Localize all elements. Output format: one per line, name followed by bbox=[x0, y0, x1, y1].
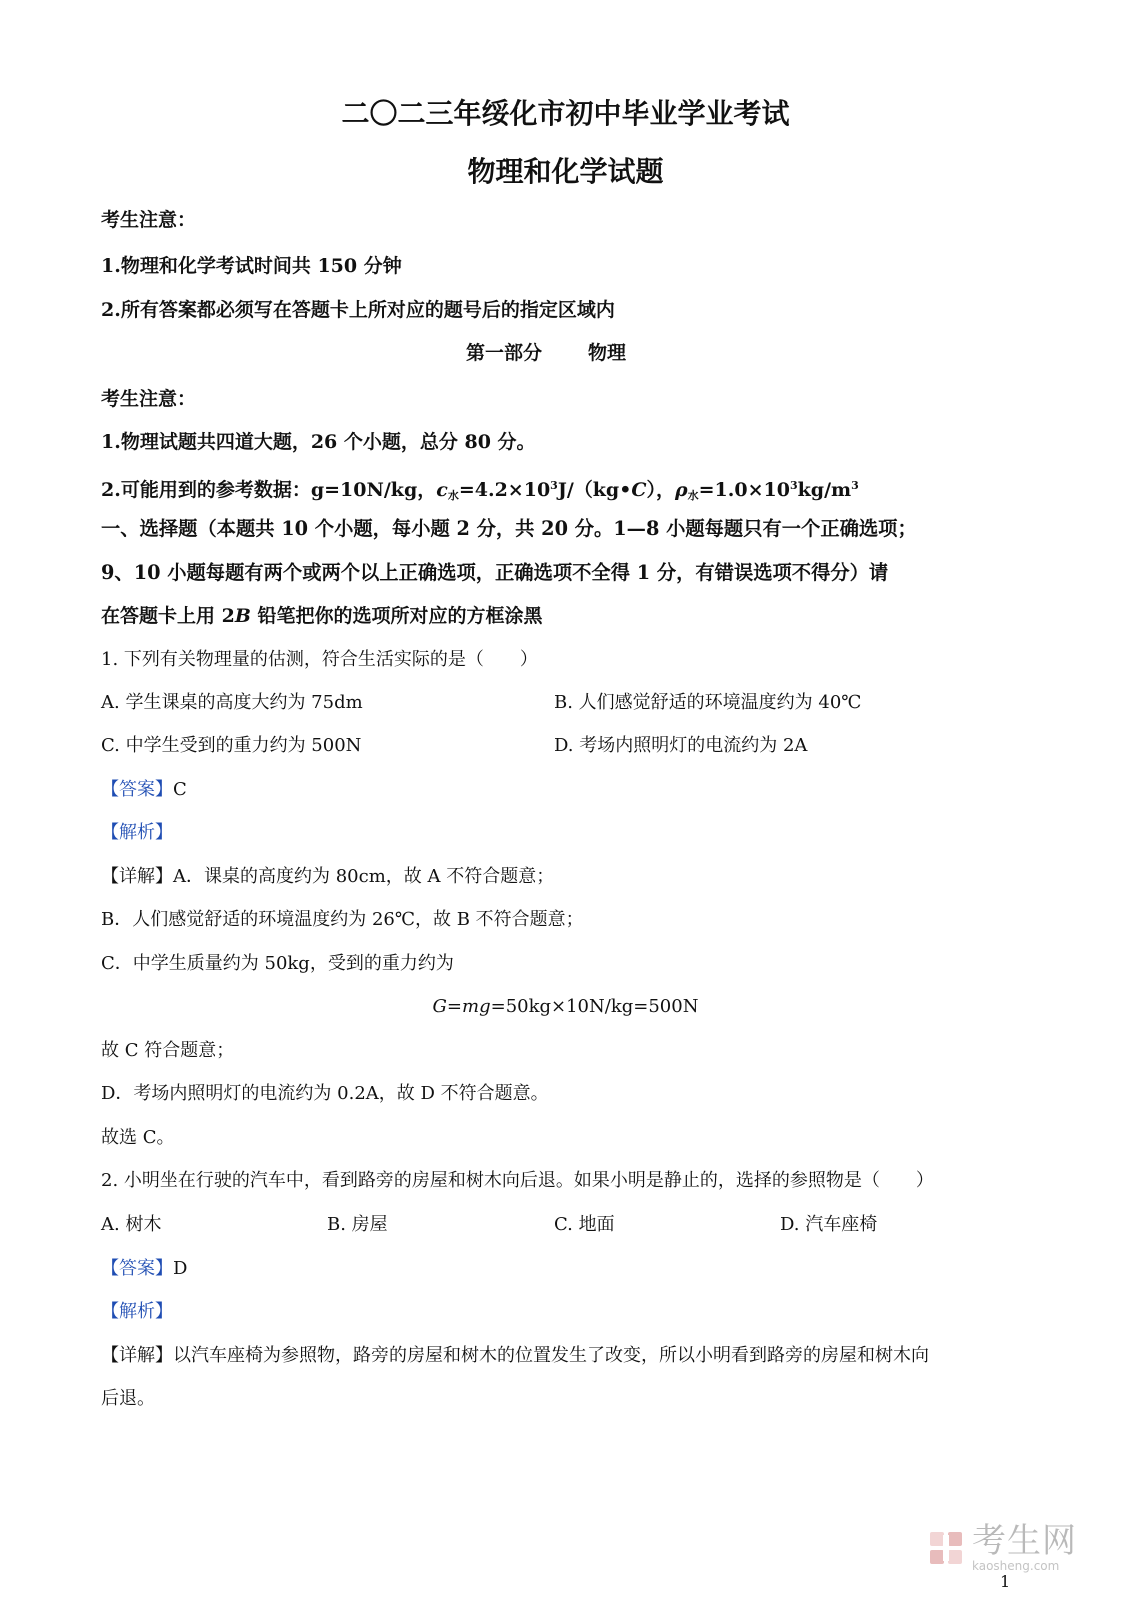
question-1-detail-b: B．人们感觉舒适的环境温度约为 26℃，故 B 不符合题意； bbox=[101, 909, 584, 930]
notice-item-2: 2.所有答案都必须写在答题卡上所对应的题号后的指定区域内 bbox=[101, 299, 615, 321]
question-1-option-a: A. 学生课桌的高度大约为 75dm bbox=[101, 692, 363, 713]
question-2-stem: 2. 小明坐在行驶的汽车中，看到路旁的房屋和树木向后退。如果小明是静止的，选择的参照物是（ ） bbox=[101, 1170, 934, 1191]
reference-data: 2.可能用到的参考数据：g=10N/kg，$c_水=4.2\times 10^3J/(kg•C)$，$\rho_水=1.0\times 10^3kg/m^3$ bbox=[101, 479, 859, 502]
answer-tag: 【答案】 bbox=[101, 779, 173, 800]
part1-instruction-line1: 一、选择题（本题共 10 个小题，每小题 2 分，共 20 分。1—8 小题每题只有一个正确选项； bbox=[101, 517, 917, 540]
watermark bbox=[928, 1521, 1077, 1573]
question-1-equation: G=mg=50kg×10N/kg=500N bbox=[432, 996, 699, 1017]
part1-instruction-line3: 在答题卡上用 2B 铅笔把你的选项所对应的方框涂黑 bbox=[101, 605, 543, 627]
watermark-url: kaosheng.com bbox=[972, 1559, 1060, 1573]
question-1-detail-c: C．中学生质量约为 50kg，受到的重力约为 bbox=[101, 953, 454, 974]
section-subject: 物理 bbox=[588, 342, 627, 364]
page-subtitle: 物理和化学试题 bbox=[467, 155, 664, 188]
question-2-option-d: D. 汽车座椅 bbox=[780, 1214, 878, 1235]
question-1-stem: 1. 下列有关物理量的估测，符合生活实际的是（ ） bbox=[101, 649, 538, 670]
watermark-name: 考生网 bbox=[972, 1521, 1077, 1561]
question-2-answer bbox=[101, 1257, 187, 1281]
notice-heading: 考生注意： bbox=[101, 209, 197, 231]
kaosheng-logo-icon bbox=[928, 1530, 964, 1566]
answer-value: D bbox=[173, 1258, 188, 1279]
question-1-option-d: D. 考场内照明灯的电流约为 2A bbox=[554, 735, 808, 756]
question-1-option-c: C. 中学生受到的重力约为 500N bbox=[101, 735, 362, 756]
question-1-detail-d: D．考场内照明灯的电流约为 0.2A，故 D 不符合题意。 bbox=[101, 1083, 549, 1104]
section-title bbox=[466, 341, 626, 365]
detail-tag: 【详解】 bbox=[101, 1345, 173, 1366]
detail-tag: 【详解】 bbox=[101, 866, 173, 887]
physics-notice-heading: 考生注意： bbox=[101, 388, 197, 410]
question-1-option-b: B. 人们感觉舒适的环境温度约为 40℃ bbox=[554, 692, 862, 713]
section-part: 第一部分 bbox=[466, 342, 543, 364]
question-2-option-a: A. 树木 bbox=[101, 1214, 162, 1235]
question-2-option-c: C. 地面 bbox=[554, 1214, 615, 1235]
answer-tag: 【答案】 bbox=[101, 1258, 173, 1279]
question-2-option-b: B. 房屋 bbox=[327, 1214, 388, 1235]
question-2-detail: 【详解】以汽车座椅为参照物，路旁的房屋和树木的位置发生了改变，所以小明看到路旁的房屋和树木向 bbox=[101, 1345, 929, 1366]
page-number: 1 bbox=[1000, 1572, 1011, 1591]
question-2-detail-cont: 后退。 bbox=[101, 1388, 155, 1409]
answer-value: C bbox=[173, 779, 187, 800]
part1-instruction-line2: 9、10 小题每题有两个或两个以上正确选项，正确选项不全得 1 分，有错误选项不得分）请 bbox=[101, 561, 889, 584]
question-1-detail-a: 【详解】A．课桌的高度约为 80cm，故 A 不符合题意； bbox=[101, 866, 555, 887]
question-1-analysis-tag: 【解析】 bbox=[101, 822, 173, 843]
notice-item-1: 1.物理和化学考试时间共 150 分钟 bbox=[101, 255, 402, 277]
question-1-answer bbox=[101, 778, 187, 802]
question-2-analysis-tag: 【解析】 bbox=[101, 1301, 173, 1322]
question-1-conclusion: 故选 C。 bbox=[101, 1127, 175, 1148]
question-1-detail-c-conclusion: 故 C 符合题意； bbox=[101, 1040, 235, 1061]
page-title: 二〇二三年绥化市初中毕业学业考试 bbox=[341, 97, 790, 130]
physics-notice-item-1: 1.物理试题共四道大题，26 个小题，总分 80 分。 bbox=[101, 431, 536, 453]
